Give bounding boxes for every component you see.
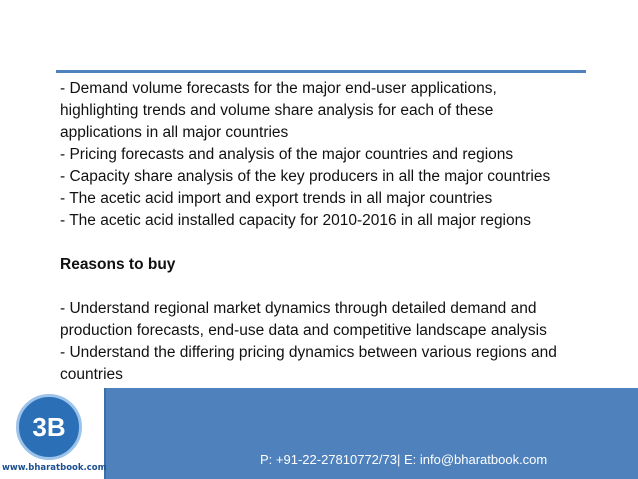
top-divider xyxy=(56,70,586,73)
list-item: - Capacity share analysis of the key producers in all the major countries xyxy=(60,168,551,185)
contact-info: P: +91-22-27810772/73| E: info@bharatbook.com xyxy=(260,452,548,467)
list-item: - Understand regional market dynamics through detailed demand and xyxy=(60,300,537,317)
slide-body xyxy=(60,78,620,386)
list-item: production forecasts, end-use data and competitive landscape analysis xyxy=(60,322,547,339)
list-item: highlighting trends and volume share analysis for each of these xyxy=(60,102,494,119)
list-item: - Pricing forecasts and analysis of the major countries and regions xyxy=(60,146,514,163)
logo-badge-icon xyxy=(16,394,82,460)
list-item: applications in all major countries xyxy=(60,124,289,141)
logo[interactable] xyxy=(0,388,106,479)
list-item: - Demand volume forecasts for the major end-user applications, xyxy=(60,80,497,97)
logo-text: 3B xyxy=(32,411,66,442)
list-item: - The acetic acid import and export trends in all major countries xyxy=(60,190,493,207)
spacer xyxy=(60,276,620,298)
logo-url: www.bharatbook.com xyxy=(2,463,107,473)
list-item: - Understand the differing pricing dynamics between various regions and xyxy=(60,344,557,361)
section-heading: Reasons to buy xyxy=(60,256,176,273)
list-item: - The acetic acid installed capacity for 2010-2016 in all major regions xyxy=(60,212,531,229)
list-item: countries xyxy=(60,366,123,383)
spacer xyxy=(60,232,620,254)
